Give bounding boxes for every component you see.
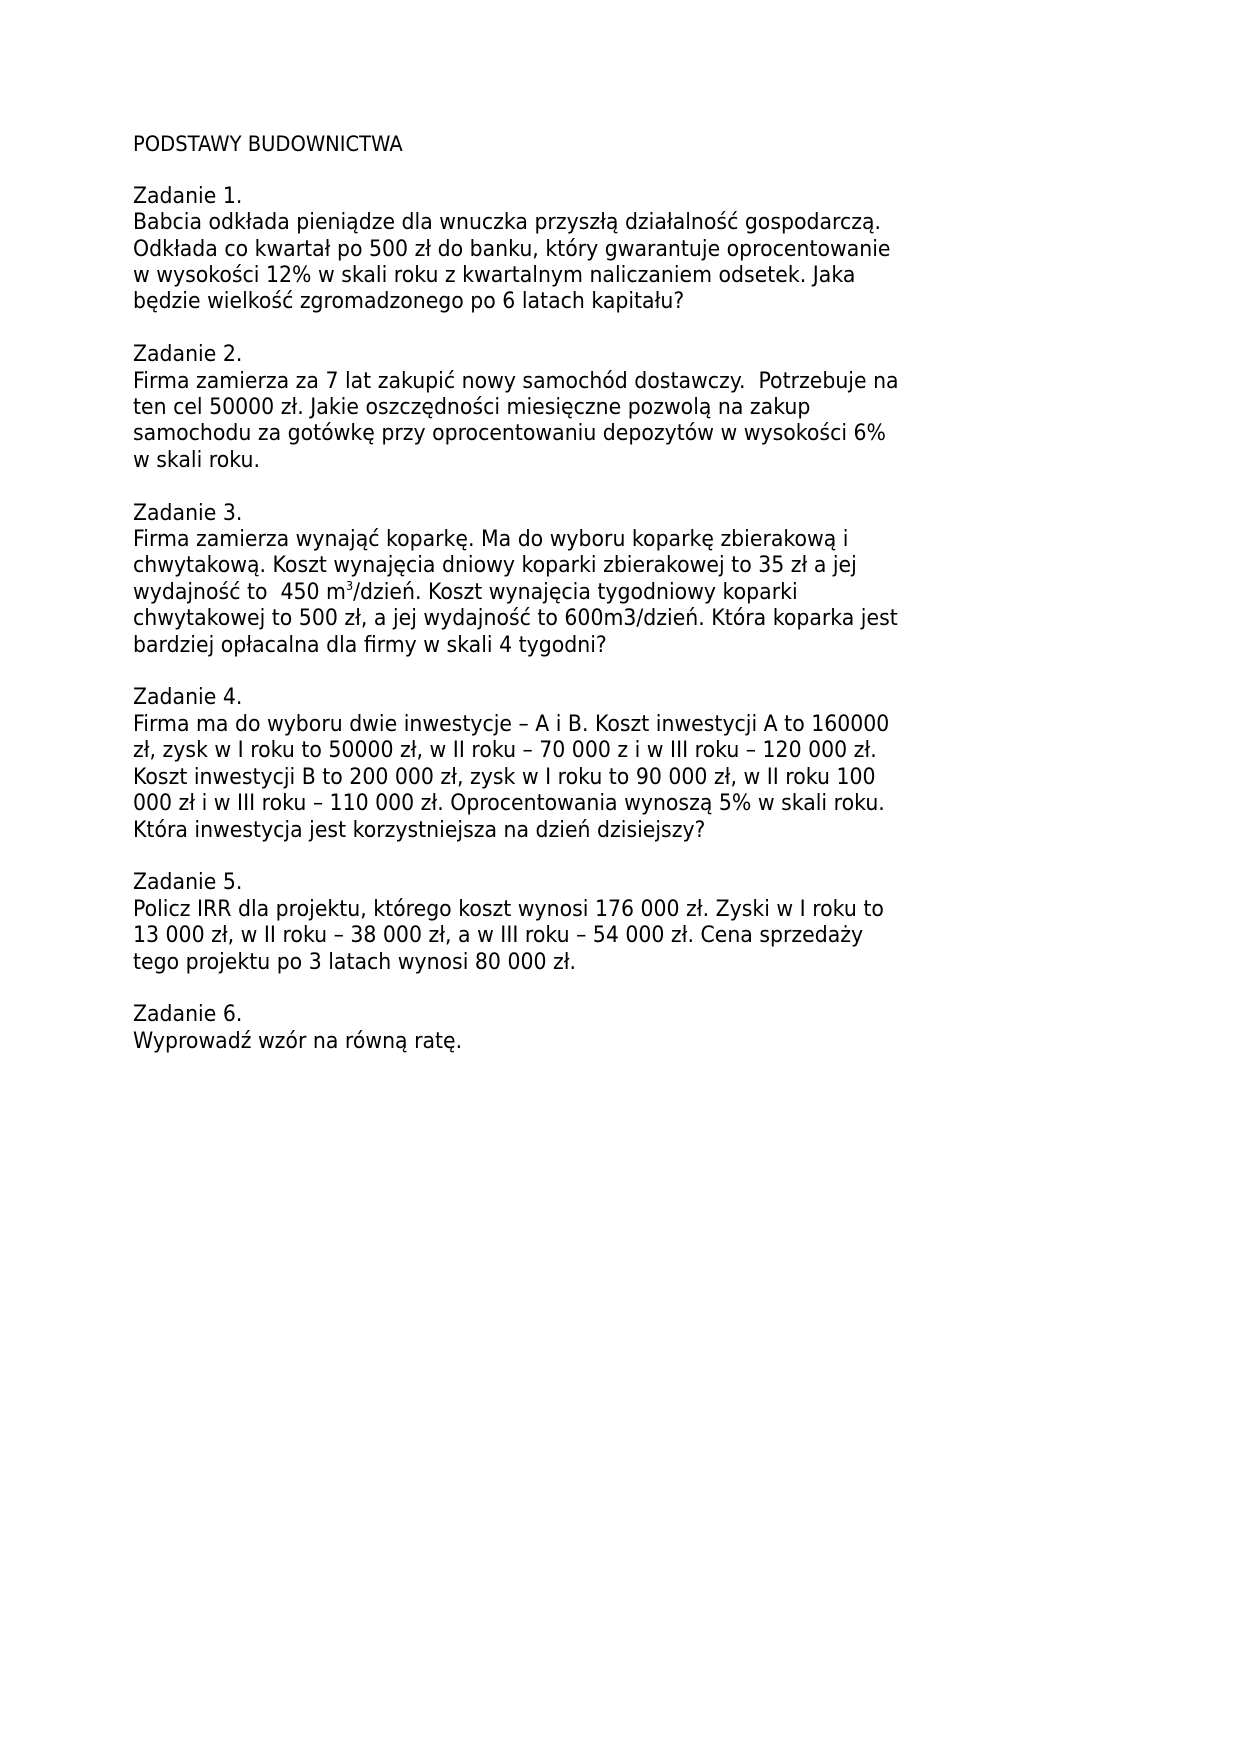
task-text-line: Babcia odkłada pieniądze dla wnuczka przyszłą działalność gospodarczą. bbox=[133, 210, 882, 236]
task-text-line bbox=[133, 580, 1137, 606]
task-text-line: będzie wielkość zgromadzonego po 6 latach kapitału? bbox=[133, 289, 685, 315]
task-text-line: Firma zamierza za 7 lat zakupić nowy samochód dostawczy. Potrzebuje na bbox=[133, 368, 899, 394]
task-text-line: 13 000 zł, w II roku – 38 000 zł, a w III roku – 54 000 zł. Cena sprzedaży bbox=[133, 923, 864, 949]
task-text-line: Firma zamierza wynająć koparkę. Ma do wyboru koparkę zbierakową i bbox=[133, 527, 849, 553]
task-2 bbox=[133, 342, 1137, 474]
task-text-line: Odkłada co kwartał po 500 zł do banku, który gwarantuje oprocentowanie bbox=[133, 236, 891, 262]
task-text-line: 000 zł i w III roku – 110 000 zł. Oprocentowania wynoszą 5% w skali roku. bbox=[133, 791, 885, 817]
task-text-line: bardziej opłacalna dla firmy w skali 4 tygodni? bbox=[133, 632, 607, 658]
task-heading: Zadanie 1. bbox=[133, 183, 243, 209]
task-4 bbox=[133, 685, 1137, 843]
task-heading: Zadanie 2. bbox=[133, 342, 243, 368]
task-text-line: Policz IRR dla projektu, którego koszt wynosi 176 000 zł. Zyski w I roku to bbox=[133, 896, 884, 922]
task-text-line: Firma ma do wyboru dwie inwestycje – A i B. Koszt inwestycji A to 160000 bbox=[133, 711, 890, 737]
task-text-line: w skali roku. bbox=[133, 447, 260, 473]
task-text-line: samochodu za gotówkę przy oprocentowaniu depozytów w wysokości 6% bbox=[133, 421, 886, 447]
task-text-line: Która inwestycja jest korzystniejsza na dzień dzisiejszy? bbox=[133, 817, 706, 843]
task-text-line: Wyprowadź wzór na równą ratę. bbox=[133, 1028, 463, 1054]
superscript-exponent: 3 bbox=[345, 578, 354, 593]
task-text-line: tego projektu po 3 latach wynosi 80 000 zł. bbox=[133, 949, 577, 975]
document-page bbox=[133, 131, 1137, 1082]
task-text-line: chwytakowej to 500 zł, a jej wydajność to 600m3/dzień. Która koparka jest bbox=[133, 606, 898, 632]
task-text-line: chwytakową. Koszt wynajęcia dniowy koparki zbierakowej to 35 zł a jej bbox=[133, 553, 857, 579]
task-text-line: w wysokości 12% w skali roku z kwartalnym naliczaniem odsetek. Jaka bbox=[133, 263, 856, 289]
task-1 bbox=[133, 184, 1137, 316]
document-title: PODSTAWY BUDOWNICTWA bbox=[133, 132, 403, 156]
task-text-line: ten cel 50000 zł. Jakie oszczędności miesięczne pozwolą na zakup bbox=[133, 395, 811, 421]
task-heading: Zadanie 3. bbox=[133, 500, 243, 526]
task-6 bbox=[133, 1002, 1137, 1055]
text-before-superscript: wydajność to 450 m bbox=[133, 579, 346, 605]
task-text-line: zł, zysk w I roku to 50000 zł, w II roku – 70 000 z i w III roku – 120 000 zł. bbox=[133, 738, 877, 764]
task-3 bbox=[133, 501, 1137, 659]
task-text-line: Koszt inwestycji B to 200 000 zł, zysk w I roku to 90 000 zł, w II roku 100 bbox=[133, 764, 876, 790]
task-heading: Zadanie 5. bbox=[133, 870, 243, 896]
task-5 bbox=[133, 870, 1137, 976]
task-heading: Zadanie 6. bbox=[133, 1002, 243, 1028]
text-after-superscript: /dzień. Koszt wynajęcia tygodniowy koparki bbox=[353, 579, 798, 605]
task-heading: Zadanie 4. bbox=[133, 685, 243, 711]
